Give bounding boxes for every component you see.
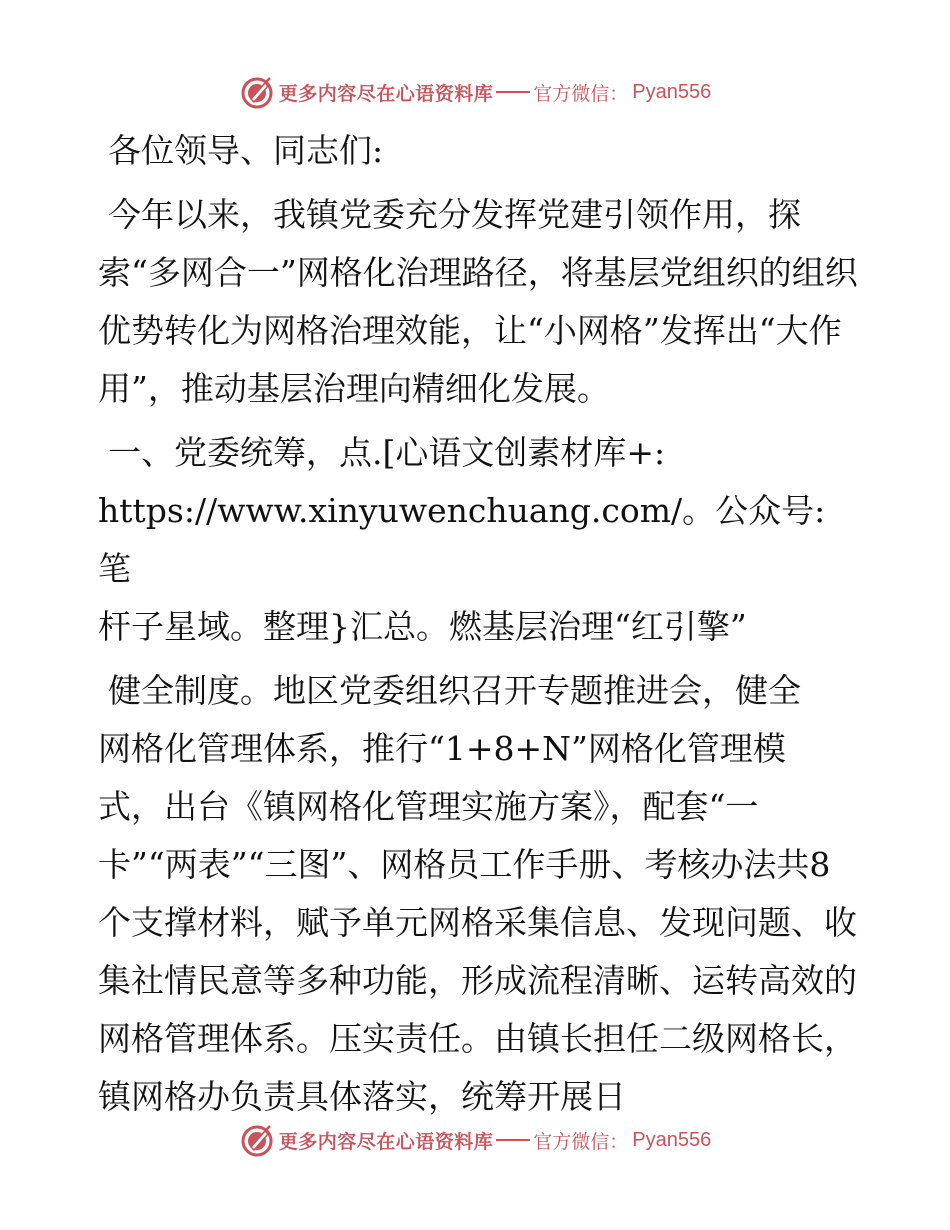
footer-watermark-banner xyxy=(0,1120,950,1160)
banner-wechat-label: 官方微信： xyxy=(533,1130,629,1153)
banner-slogan: 更多内容尽在心语资料库 xyxy=(278,1130,494,1153)
paragraph-system-rest: 卡”“两表”“三图”、网格员工作手册、考核办法共8个支撑材料，赋予单元网格采集信息、发现问题、收集社情民意等多种功能，形成流程清晰、运转高效的网格管理体系。压实责任。由镇长担任二级网格长，镇网格办负责具体落实，统筹开展日 xyxy=(98,845,857,1116)
paragraph-system-line2: 网格化管理体系，推行“1+8+N”网格化管理模 xyxy=(98,729,786,768)
pen-seal-logo-icon xyxy=(239,74,275,110)
paragraph-system-line3: 式，出台《镇网格化管理实施方案》，配套“一 xyxy=(98,787,759,826)
document-body xyxy=(98,122,858,1126)
banner-slogan: 更多内容尽在心语资料库 xyxy=(278,82,494,105)
pen-seal-logo-icon xyxy=(239,1122,275,1158)
section-heading-1-link: https://www.xinyuwenchuang.com/。公众号: 笔 xyxy=(98,491,826,588)
paragraph-intro-text: 今年以来，我镇党委充分发挥党建引领作用，探索“多网合一”网格化治理路径，将基层党组织的组织优势转化为网格治理效能，让“小网格”发挥出“大作用”，推动基层治理向精细化发展。 xyxy=(98,195,858,408)
paragraph-intro xyxy=(98,186,858,418)
banner-divider xyxy=(496,1139,530,1141)
section-heading-1-tail: 杆子星域。整理}汇总。燃基层治理“红引擎” xyxy=(98,607,747,646)
banner-divider xyxy=(496,91,530,93)
greeting: 各位领导、同志们: xyxy=(108,131,384,170)
banner-wechat-id: Pyan556 xyxy=(632,1128,712,1151)
header-watermark-banner xyxy=(0,72,950,112)
banner-wechat-label: 官方微信： xyxy=(533,82,629,105)
banner-wechat-id: Pyan556 xyxy=(632,80,712,103)
paragraph-system-line1: 健全制度。地区党委组织召开专题推进会，健全 xyxy=(108,671,801,710)
section-heading-1: 一、党委统筹，点.[心语文创素材库+: xyxy=(108,433,666,472)
